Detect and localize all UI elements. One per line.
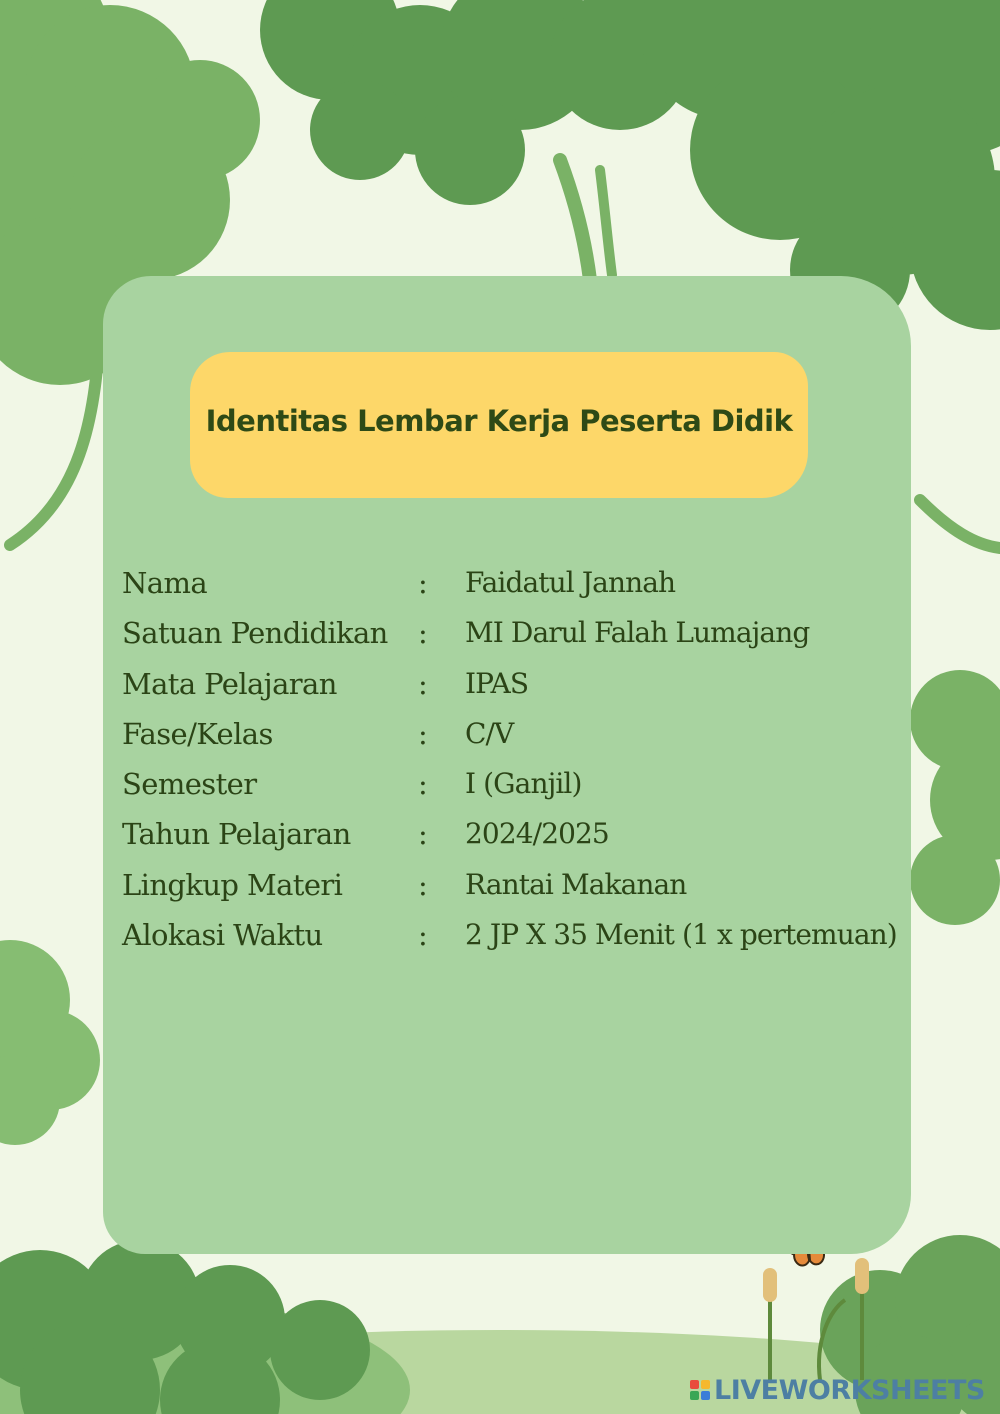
row-value: I (Ganjil) [465,767,582,801]
row-label: Mata Pelajaran [122,666,337,701]
identity-row [122,667,932,717]
identity-table [122,566,932,968]
row-value: Rantai Makanan [465,867,687,901]
identity-row [122,767,932,817]
identity-row [122,817,932,867]
identity-row [122,566,932,616]
row-value: 2 JP X 35 Menit (1 x pertemuan) [465,918,897,952]
liveworksheets-footer[interactable] [690,1372,985,1408]
branch-center [560,160,590,280]
row-label: Tahun Pelajaran [122,817,351,852]
row-label: Semester [122,767,257,802]
branch-center-2 [600,170,612,275]
row-label: Nama [122,566,208,600]
identity-row [122,616,932,666]
row-label: Lingkup Materi [122,867,343,902]
row-label: Satuan Pendidikan [122,616,388,651]
row-value: Faidatul Jannah [465,566,676,599]
row-value: 2024/2025 [465,817,609,851]
bush-bottom-left [0,1240,370,1414]
worksheet-title: Identitas Lembar Kerja Peserta Didik [205,404,793,438]
row-value: IPAS [465,666,529,700]
row-label: Fase/Kelas [122,716,273,751]
row-value: C/V [465,716,514,750]
bush-left [0,940,100,1145]
row-separator: : [418,867,428,902]
row-value: MI Darul Falah Lumajang [465,616,810,650]
identity-row [122,918,932,968]
identity-row [122,868,932,918]
row-separator: : [418,767,428,802]
identity-row [122,717,932,767]
row-separator: : [418,716,428,751]
row-separator: : [418,616,428,651]
row-label: Alokasi Waktu [122,918,323,953]
tree-foliage-top-center [260,0,690,205]
row-separator: : [418,666,428,701]
liveworksheets-brand: LIVEWORKSHEETS [714,1374,985,1406]
row-separator: : [418,918,428,953]
liveworksheets-logo-icon [690,1380,710,1400]
row-separator: : [418,817,428,852]
row-separator: : [418,566,428,600]
vine-right [920,500,1000,548]
